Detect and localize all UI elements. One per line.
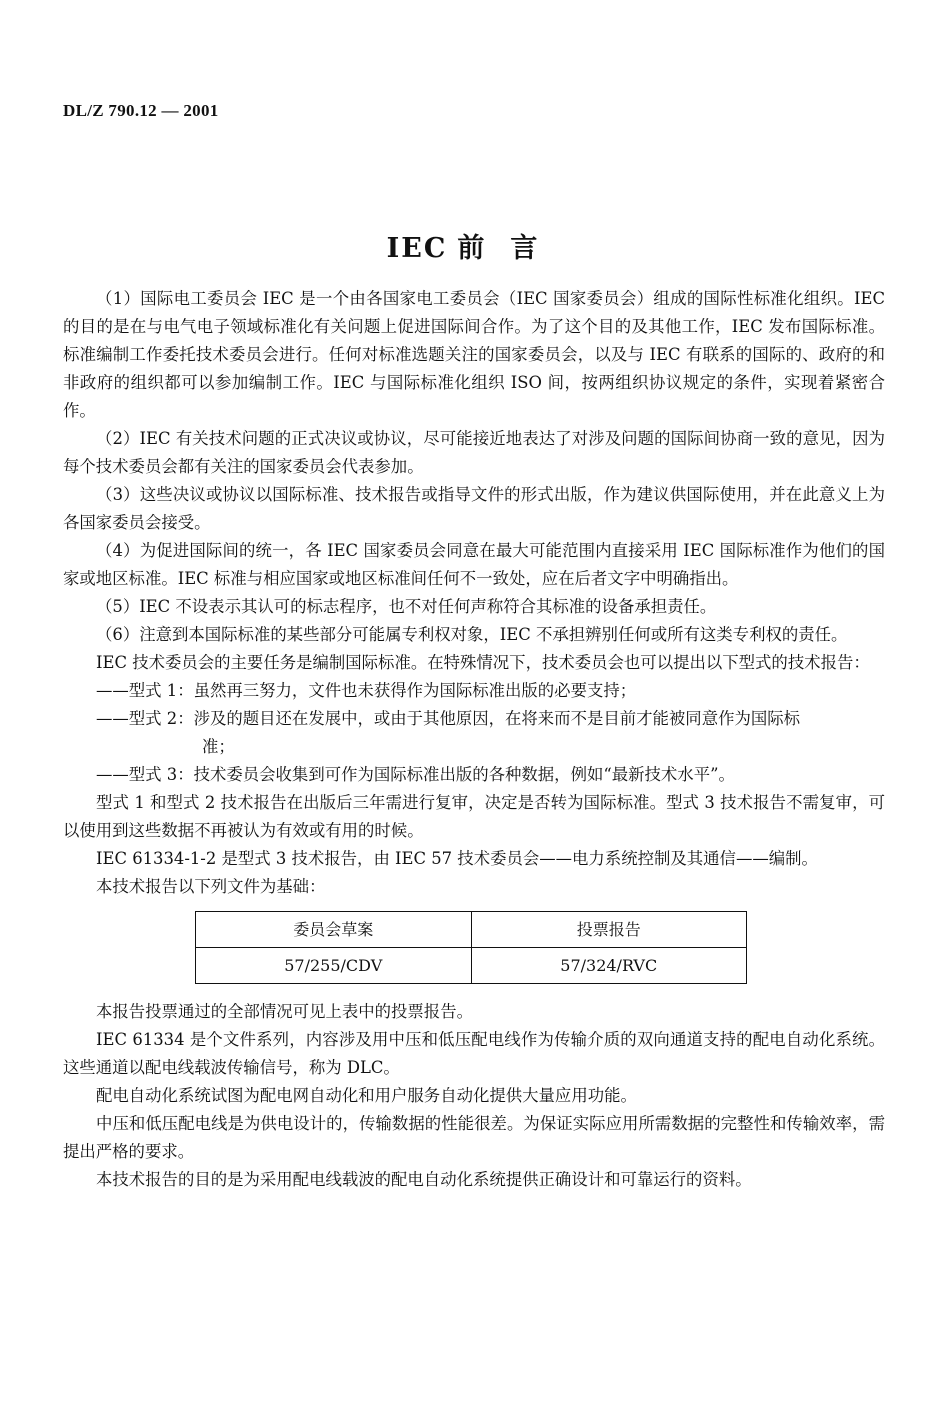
paragraph: （4）为促进国际间的统一，各 IEC 国家委员会同意在最大可能范围内直接采用 IEC 国际标准作为他们的国家或地区标准。IEC 标准与相应国家或地区标准间任何不一致处，应在后者文字中明确指出。 bbox=[63, 541, 885, 588]
paragraph: 本技术报告以下列文件为基础： bbox=[96, 877, 326, 896]
title-prefix: IEC bbox=[386, 233, 448, 264]
paragraph: 本报告投票通过的全部情况可见上表中的投票报告。 bbox=[96, 1002, 473, 1021]
page-title bbox=[0, 226, 950, 265]
paragraph: 型式 1 和型式 2 技术报告在出版后三年需进行复审，决定是否转为国际标准。型式 3 技术报告不需复审，可以使用到这些数据不再被认为有效或有用的时候。 bbox=[63, 793, 885, 840]
type-3-item: ——型式 3：技术委员会收集到可作为国际标准出版的各种数据，例如“最新技术水平”。 bbox=[96, 765, 735, 784]
basis-documents-table bbox=[195, 911, 747, 984]
paragraph: IEC 61334-1-2 是型式 3 技术报告，由 IEC 57 技术委员会——电力系统控制及其通信——编制。 bbox=[96, 849, 818, 868]
paragraph: 中压和低压配电线是为供电设计的，传输数据的性能很差。为保证实际应用所需数据的完整性和传输效率，需提出严格的要求。 bbox=[63, 1114, 885, 1161]
type-2-item: ——型式 2：涉及的题目还在发展中，或由于其他原因，在将来而不是目前才能被同意作为国际标 bbox=[96, 709, 801, 728]
paragraph: （3）这些决议或协议以国际标准、技术报告或指导文件的形式出版，作为建议供国际使用，并在此意义上为各国家委员会接受。 bbox=[63, 485, 885, 532]
paragraph: （5）IEC 不设表示其认可的标志程序，也不对任何声称符合其标准的设备承担责任。 bbox=[96, 597, 717, 616]
table-row bbox=[196, 948, 747, 984]
table-header-row bbox=[196, 912, 747, 948]
paragraph: 配电自动化系统试图为配电网自动化和用户服务自动化提供大量应用功能。 bbox=[96, 1086, 637, 1105]
table-header-cell: 投票报告 bbox=[471, 912, 747, 948]
body-text bbox=[63, 285, 885, 1194]
table-header-cell: 委员会草案 bbox=[196, 912, 472, 948]
table-cell: 57/255/CDV bbox=[196, 948, 472, 984]
paragraph: IEC 61334 是个文件系列，内容涉及用中压和低压配电线作为传输介质的双向通道支持的配电自动化系统。这些通道以配电线载波传输信号，称为 DLC。 bbox=[63, 1030, 885, 1077]
paragraph: （1）国际电工委员会 IEC 是一个由各国家电工委员会（IEC 国家委员会）组成的国际性标准化组织。IEC 的目的是在与电气电子领域标准化有关问题上促进国际间合作。为了这个目的及其他工作，IEC 发布国际标准。标准编制工作委托技术委员会进行。任何对标准选题关注的国家委员会，以及与 IEC 有联系的国际的、政府的和非政府的组织都可以参加编制工作。IEC 与国际标准化组织 ISO 间，按两组织协议规定的条件，实现着紧密合作。 bbox=[63, 289, 885, 420]
paragraph: 本技术报告的目的是为采用配电线载波的配电自动化系统提供正确设计和可靠运行的资料。 bbox=[96, 1170, 752, 1189]
standard-code: DL/Z 790.12 — 2001 bbox=[63, 101, 219, 120]
paragraph: IEC 技术委员会的主要任务是编制国际标准。在特殊情况下，技术委员会也可以提出以下型式的技术报告： bbox=[96, 653, 870, 672]
title-text: 前言 bbox=[457, 233, 564, 264]
type-2-item-continuation: 准； bbox=[202, 737, 235, 756]
type-1-item: ——型式 1：虽然再三努力，文件也未获得作为国际标准出版的必要支持； bbox=[96, 681, 637, 700]
paragraph: （6）注意到本国际标准的某些部分可能属专利权对象，IEC 不承担辨别任何或所有这类专利权的责任。 bbox=[96, 625, 848, 644]
table-cell: 57/324/RVC bbox=[471, 948, 747, 984]
paragraph: （2）IEC 有关技术问题的正式决议或协议，尽可能接近地表达了对涉及问题的国际间协商一致的意见，因为每个技术委员会都有关注的国家委员会代表参加。 bbox=[63, 429, 885, 476]
